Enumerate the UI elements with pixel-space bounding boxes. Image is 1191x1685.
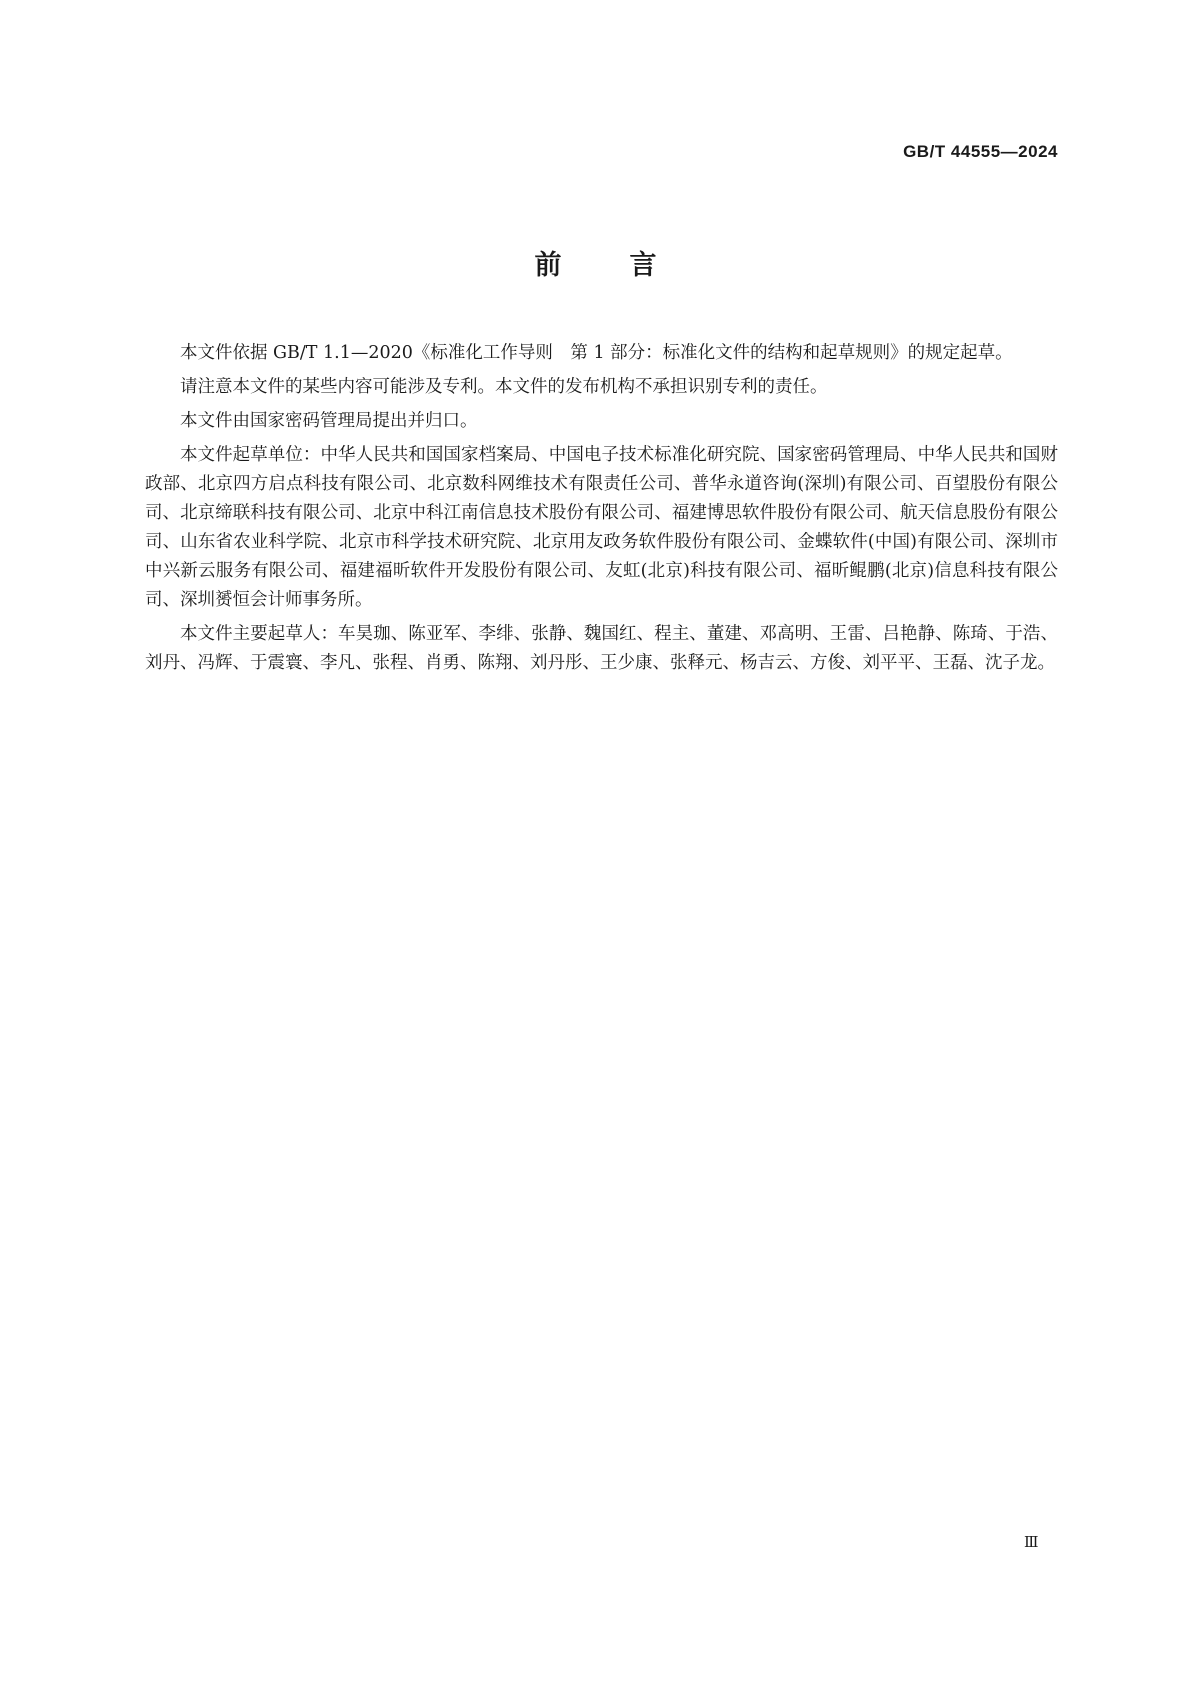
paragraph-drafters: 本文件主要起草人：车昊珈、陈亚军、李绯、张静、魏国红、程主、董建、邓高明、王雷、吕艳静、陈琦、于浩、刘丹、冯辉、于震寰、李凡、张程、肖勇、陈翔、刘丹彤、王少康、张释元、杨吉云、方俊、刘平平、王磊、沈子龙。 — [145, 624, 1058, 673]
page-number: Ⅲ — [1024, 1535, 1039, 1551]
paragraph-patent-notice: 请注意本文件的某些内容可能涉及专利。本文件的发布机构不承担识别专利的责任。 — [180, 377, 828, 397]
body-text — [145, 339, 1058, 683]
paragraph-drafting-units: 本文件起草单位：中华人民共和国国家档案局、中国电子技术标准化研究院、国家密码管理局、中华人民共和国财政部、北京四方启点科技有限公司、北京数科网维技术有限责任公司、普华永道咨询(深圳)有限公司、百望股份有限公司、北京缔联科技有限公司、北京中科江南信息技术股份有限公司、福建博思软件股份有限公司、航天信息股份有限公司、山东省农业科学院、北京市科学技术研究院、北京用友政务软件股份有限公司、金蝶软件(中国)有限公司、深圳市中兴新云服务有限公司、福建福昕软件开发股份有限公司、友虹(北京)科技有限公司、福昕鲲鹏(北京)信息科技有限公司、深圳赟恒会计师事务所。 — [145, 445, 1058, 610]
paragraph-basis: 本文件依据 GB/T 1.1—2020《标准化工作导则 第 1 部分：标准化文件的结构和起草规则》的规定起草。 — [180, 343, 1013, 363]
standard-number: GB/T 44555—2024 — [903, 142, 1058, 161]
paragraph-proposer: 本文件由国家密码管理局提出并归口。 — [180, 411, 478, 431]
section-title: 前言 — [534, 250, 725, 281]
